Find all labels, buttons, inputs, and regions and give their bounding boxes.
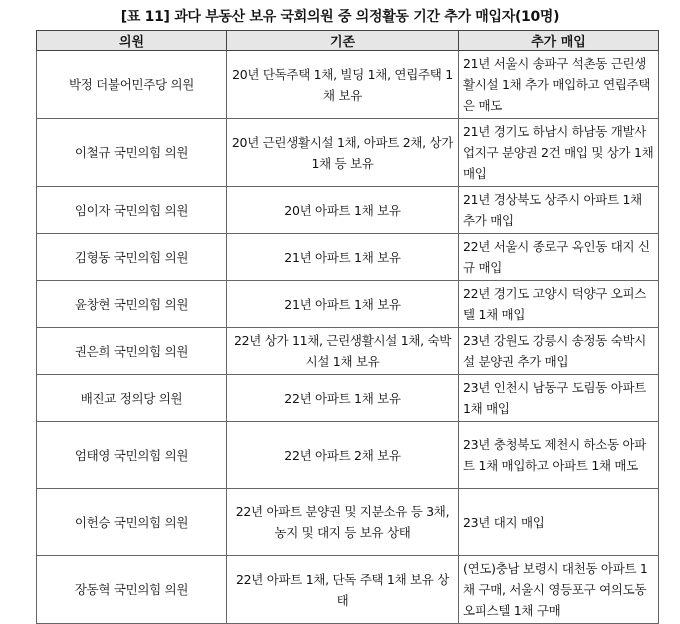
table-row — [37, 234, 659, 281]
member-name: 장동혁 국민의힘 의원 — [37, 556, 227, 624]
member-name: 이헌승 국민의힘 의원 — [37, 489, 227, 556]
table-row — [37, 328, 659, 375]
table-row — [37, 187, 659, 234]
header-member: 의원 — [37, 31, 227, 51]
additional-purchase: 21년 서울시 송파구 석촌동 근린생활시설 1채 추가 매입하고 연립주택은 매도 — [459, 51, 659, 119]
existing-holdings: 21년 아파트 1채 보유 — [227, 281, 459, 328]
table-row — [37, 556, 659, 624]
assembly-members-property-table — [36, 30, 659, 624]
existing-holdings: 22년 아파트 2채 보유 — [227, 422, 459, 489]
existing-holdings: 22년 아파트 1채, 단독 주택 1채 보유 상태 — [227, 556, 459, 624]
additional-purchase: 23년 충청북도 제천시 하소동 아파트 1채 매입하고 아파트 1채 매도 — [459, 422, 659, 489]
existing-holdings: 20년 단독주택 1채, 빌딩 1채, 연립주택 1채 보유 — [227, 51, 459, 119]
table-row — [37, 281, 659, 328]
header-existing: 기존 — [227, 31, 459, 51]
existing-holdings: 20년 아파트 1채 보유 — [227, 187, 459, 234]
member-name: 권은희 국민의힘 의원 — [37, 328, 227, 375]
existing-holdings: 21년 아파트 1채 보유 — [227, 234, 459, 281]
existing-holdings: 22년 아파트 1채 보유 — [227, 375, 459, 422]
header-additional-purchase: 추가 매입 — [459, 31, 659, 51]
table-row — [37, 422, 659, 489]
member-name: 박정 더불어민주당 의원 — [37, 51, 227, 119]
table-row — [37, 489, 659, 556]
additional-purchase: 23년 강원도 강릉시 송정동 숙박시설 분양권 추가 매입 — [459, 328, 659, 375]
table-row — [37, 51, 659, 119]
table-header-row — [37, 31, 659, 51]
table-row — [37, 119, 659, 187]
table-row — [37, 375, 659, 422]
additional-purchase: 21년 경기도 하남시 하남동 개발사업지구 분양권 2건 매입 및 상가 1채 매입 — [459, 119, 659, 187]
member-name: 임이자 국민의힘 의원 — [37, 187, 227, 234]
existing-holdings: 22년 아파트 분양권 및 지분소유 등 3채, 농지 및 대지 등 보유 상태 — [227, 489, 459, 556]
additional-purchase: (연도)충남 보령시 대천동 아파트 1채 구매, 서울시 영등포구 여의도동 오피스텔 1채 구매 — [459, 556, 659, 624]
existing-holdings: 22년 상가 11채, 근린생활시설 1채, 숙박시설 1채 보유 — [227, 328, 459, 375]
additional-purchase: 22년 서울시 종로구 옥인동 대지 신규 매입 — [459, 234, 659, 281]
additional-purchase: 22년 경기도 고양시 덕양구 오피스텔 1채 매입 — [459, 281, 659, 328]
additional-purchase: 21년 경상북도 상주시 아파트 1채 추가 매입 — [459, 187, 659, 234]
member-name: 배진교 정의당 의원 — [37, 375, 227, 422]
member-name: 윤창현 국민의힘 의원 — [37, 281, 227, 328]
member-name: 이철규 국민의힘 의원 — [37, 119, 227, 187]
existing-holdings: 20년 근린생활시설 1채, 아파트 2채, 상가 1채 등 보유 — [227, 119, 459, 187]
table-title: [표 11] 과다 부동산 보유 국회의원 중 의정활동 기간 추가 매입자(10명) — [120, 9, 560, 25]
additional-purchase: 23년 인천시 남동구 도림동 아파트 1채 매입 — [459, 375, 659, 422]
member-name: 김형동 국민의힘 의원 — [37, 234, 227, 281]
additional-purchase: 23년 대지 매입 — [459, 489, 659, 556]
member-name: 엄태영 국민의힘 의원 — [37, 422, 227, 489]
